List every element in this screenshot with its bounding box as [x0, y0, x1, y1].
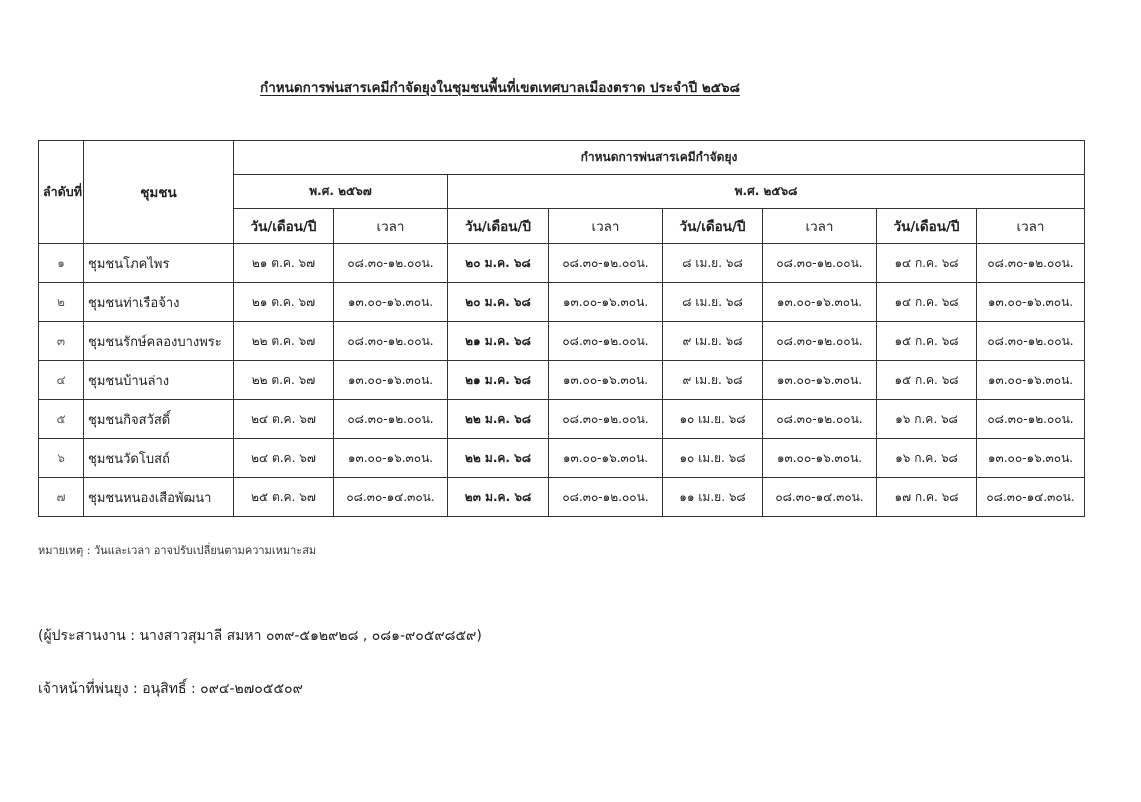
cell-date: ๑๐ เม.ย. ๖๘ — [663, 400, 763, 439]
cell-date: ๒๕ ต.ค. ๖๗ — [234, 478, 334, 517]
row-seq: ๓ — [39, 322, 84, 361]
cell-date: ๑๖ ก.ค. ๖๘ — [877, 439, 977, 478]
row-seq: ๗ — [39, 478, 84, 517]
cell-time: ๐๘.๓๐-๑๒.๐๐น. — [763, 322, 877, 361]
cell-date: ๘ เม.ย. ๖๘ — [663, 244, 763, 283]
cell-time: ๐๘.๓๐-๑๒.๐๐น. — [977, 244, 1085, 283]
cell-date: ๑๐ เม.ย. ๖๘ — [663, 439, 763, 478]
cell-time: ๐๘.๓๐-๑๒.๐๐น. — [549, 244, 663, 283]
row-community: ชุมชนกิจสวัสดิ์ — [84, 400, 234, 439]
cell-time: ๑๓.๐๐-๑๖.๓๐น. — [763, 439, 877, 478]
cell-time: ๐๘.๓๐-๑๔.๓๐น. — [334, 478, 448, 517]
spray-schedule-table — [38, 140, 1085, 517]
header-date: วัน/เดือน/ปี — [877, 209, 977, 244]
cell-date: ๑๕ ก.ค. ๖๘ — [877, 322, 977, 361]
header-date: วัน/เดือน/ปี — [663, 209, 763, 244]
row-seq: ๑ — [39, 244, 84, 283]
header-main: กำหนดการพ่นสารเคมีกำจัดยุง — [234, 141, 1085, 175]
cell-date: ๑๗ ก.ค. ๖๘ — [877, 478, 977, 517]
header-seq: ลำดับที่ — [39, 141, 84, 244]
header-year-2568: พ.ศ. ๒๕๖๘ — [448, 175, 1085, 209]
cell-date: ๙ เม.ย. ๖๘ — [663, 322, 763, 361]
coordinator-contact: (ผู้ประสานงาน : นางสาวสุมาลี สมหา ๐๓๙-๕๑๒๙๒๘ , ๐๘๑-๙๐๕๙๘๕๙) — [38, 628, 482, 644]
row-seq: ๔ — [39, 361, 84, 400]
row-seq: ๒ — [39, 283, 84, 322]
cell-time: ๐๘.๓๐-๑๒.๐๐น. — [977, 400, 1085, 439]
cell-time: ๑๓.๐๐-๑๖.๓๐น. — [334, 439, 448, 478]
header-time: เวลา — [763, 209, 877, 244]
table-row — [39, 322, 1085, 361]
header-community: ชุมชน — [84, 141, 234, 244]
cell-time: ๐๘.๓๐-๑๔.๓๐น. — [763, 478, 877, 517]
cell-date: ๒๔ ต.ค. ๖๗ — [234, 439, 334, 478]
cell-date: ๒๒ ต.ค. ๖๗ — [234, 322, 334, 361]
footnote: หมายเหตุ : วันและเวลา อาจปรับเปลี่ยนตามความเหมาะสม — [38, 544, 317, 557]
table-row — [39, 478, 1085, 517]
table-row — [39, 283, 1085, 322]
cell-date: ๑๕ ก.ค. ๖๘ — [877, 361, 977, 400]
cell-time: ๑๓.๐๐-๑๖.๓๐น. — [334, 361, 448, 400]
cell-date: ๑๖ ก.ค. ๖๘ — [877, 400, 977, 439]
row-community: ชุมชนรักษ์คลองบางพระ — [84, 322, 234, 361]
table-row — [39, 361, 1085, 400]
row-community: ชุมชนวัดโบสถ์ — [84, 439, 234, 478]
header-time: เวลา — [977, 209, 1085, 244]
header-time: เวลา — [334, 209, 448, 244]
cell-time: ๐๘.๓๐-๑๒.๐๐น. — [549, 322, 663, 361]
cell-date: ๒๔ ต.ค. ๖๗ — [234, 400, 334, 439]
cell-date: ๒๑ ต.ค. ๖๗ — [234, 283, 334, 322]
row-seq: ๕ — [39, 400, 84, 439]
cell-date: ๒๑ ม.ค. ๖๘ — [448, 322, 549, 361]
cell-date: ๑๔ ก.ค. ๖๘ — [877, 244, 977, 283]
table-row — [39, 244, 1085, 283]
spray-officer-contact: เจ้าหน้าที่พ่นยุง : อนุสิทธิ์ : ๐๙๔-๒๗๐๕๕๐๙ — [38, 681, 303, 697]
cell-time: ๐๘.๓๐-๑๒.๐๐น. — [334, 244, 448, 283]
cell-time: ๑๓.๐๐-๑๖.๓๐น. — [763, 283, 877, 322]
row-seq: ๖ — [39, 439, 84, 478]
cell-time: ๑๓.๐๐-๑๖.๓๐น. — [977, 361, 1085, 400]
header-year-2567: พ.ศ. ๒๕๖๗ — [234, 175, 448, 209]
table-row — [39, 400, 1085, 439]
cell-date: ๒๑ ต.ค. ๖๗ — [234, 244, 334, 283]
cell-date: ๑๔ ก.ค. ๖๘ — [877, 283, 977, 322]
cell-time: ๐๘.๓๐-๑๒.๐๐น. — [977, 322, 1085, 361]
cell-time: ๐๘.๓๐-๑๒.๐๐น. — [549, 400, 663, 439]
cell-date: ๒๒ ม.ค. ๖๘ — [448, 439, 549, 478]
table-row — [39, 439, 1085, 478]
cell-time: ๐๘.๓๐-๑๒.๐๐น. — [334, 400, 448, 439]
header-time: เวลา — [549, 209, 663, 244]
cell-date: ๒๐ ม.ค. ๖๘ — [448, 283, 549, 322]
document-title: กำหนดการพ่นสารเคมีกำจัดยุงในชุมชนพื้นที่เขตเทศบาลเมืองตราด ประจำปี ๒๕๖๘ — [260, 80, 740, 96]
cell-date: ๙ เม.ย. ๖๘ — [663, 361, 763, 400]
cell-time: ๑๓.๐๐-๑๖.๓๐น. — [549, 439, 663, 478]
row-community: ชุมชนหนองเสือพัฒนา — [84, 478, 234, 517]
cell-time: ๑๓.๐๐-๑๖.๓๐น. — [334, 283, 448, 322]
cell-date: ๒๐ ม.ค. ๖๘ — [448, 244, 549, 283]
cell-time: ๐๘.๓๐-๑๒.๐๐น. — [763, 244, 877, 283]
cell-time: ๐๘.๓๐-๑๒.๐๐น. — [549, 478, 663, 517]
cell-date: ๘ เม.ย. ๖๘ — [663, 283, 763, 322]
header-date: วัน/เดือน/ปี — [234, 209, 334, 244]
cell-date: ๒๓ ม.ค. ๖๘ — [448, 478, 549, 517]
cell-date: ๒๒ ม.ค. ๖๘ — [448, 400, 549, 439]
row-community: ชุมชนท่าเรือจ้าง — [84, 283, 234, 322]
row-community: ชุมชนบ้านล่าง — [84, 361, 234, 400]
cell-time: ๑๓.๐๐-๑๖.๓๐น. — [977, 283, 1085, 322]
row-community: ชุมชนโภคไพร — [84, 244, 234, 283]
header-date: วัน/เดือน/ปี — [448, 209, 549, 244]
cell-time: ๑๓.๐๐-๑๖.๓๐น. — [977, 439, 1085, 478]
cell-date: ๒๒ ต.ค. ๖๗ — [234, 361, 334, 400]
cell-time: ๑๓.๐๐-๑๖.๓๐น. — [549, 283, 663, 322]
cell-time: ๑๓.๐๐-๑๖.๓๐น. — [763, 361, 877, 400]
cell-time: ๐๘.๓๐-๑๔.๓๐น. — [977, 478, 1085, 517]
cell-time: ๐๘.๓๐-๑๒.๐๐น. — [763, 400, 877, 439]
cell-time: ๐๘.๓๐-๑๒.๐๐น. — [334, 322, 448, 361]
cell-date: ๒๑ ม.ค. ๖๘ — [448, 361, 549, 400]
cell-time: ๑๓.๐๐-๑๖.๓๐น. — [549, 361, 663, 400]
cell-date: ๑๑ เม.ย. ๖๘ — [663, 478, 763, 517]
